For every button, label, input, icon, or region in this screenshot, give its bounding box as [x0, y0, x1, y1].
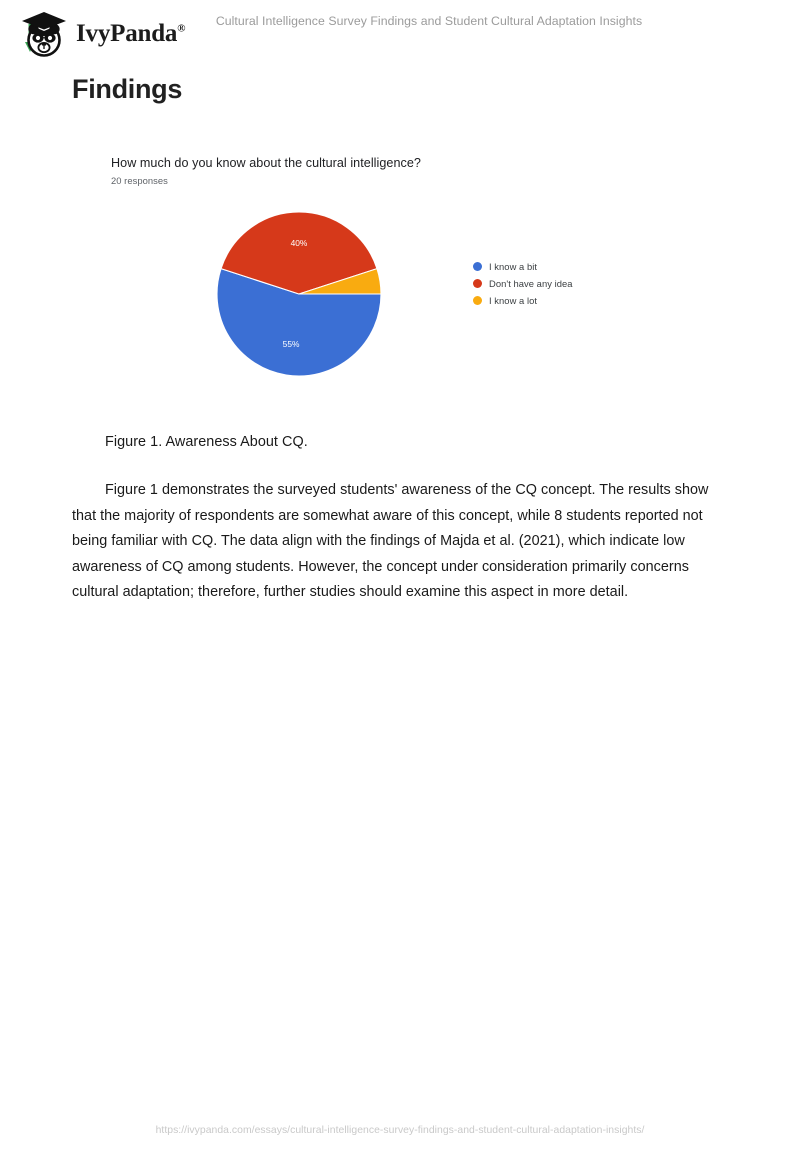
chart-legend: [473, 258, 573, 309]
legend-item: [473, 258, 573, 275]
pie-chart-svg: [215, 210, 383, 378]
legend-item: [473, 275, 573, 292]
page-header: [0, 0, 800, 62]
brand-name-text: IvyPanda: [76, 20, 178, 47]
legend-label: I know a bit: [489, 261, 538, 272]
chart-subtitle: 20 responses: [111, 175, 168, 186]
legend-color-swatch: [473, 296, 482, 305]
pie-chart: [215, 210, 383, 378]
registered-mark: ®: [177, 22, 186, 35]
legend-label: Don't have any idea: [489, 278, 573, 289]
pie-slices: [217, 212, 381, 376]
figure-caption: Figure 1. Awareness About CQ.: [105, 434, 308, 450]
footer-source-url: https://ivypanda.com/essays/cultural-intelligence-survey-findings-and-student-cultural-adaptation-insights/: [155, 1125, 645, 1136]
chart-plot-area: [111, 198, 671, 393]
document-running-title: Cultural Intelligence Survey Findings and Student Cultural Adaptation Insights: [215, 14, 643, 28]
body-paragraph: Figure 1 demonstrates the surveyed students' awareness of the CQ concept. The results show that the majority of respondents are somewhat aware of this concept, while 8 students reported not being familiar with CQ. The data align with the findings of Majda et al. (2021), which indicate low awareness of CQ among students. However, the concept under consideration primarily concerns cultural adaptation; therefore, further studies should examine this aspect in more detail.: [72, 482, 709, 600]
section-heading: Findings: [72, 74, 183, 104]
legend-label: I know a lot: [489, 295, 538, 306]
pie-slice-label: 55%: [282, 339, 300, 350]
legend-color-swatch: [473, 279, 482, 288]
legend-color-swatch: [473, 262, 482, 271]
pie-slice-label: 40%: [290, 238, 308, 249]
chart-title: How much do you know about the cultural intelligence?: [111, 156, 421, 170]
legend-item: [473, 292, 573, 309]
figure-1-chart: [111, 155, 671, 393]
